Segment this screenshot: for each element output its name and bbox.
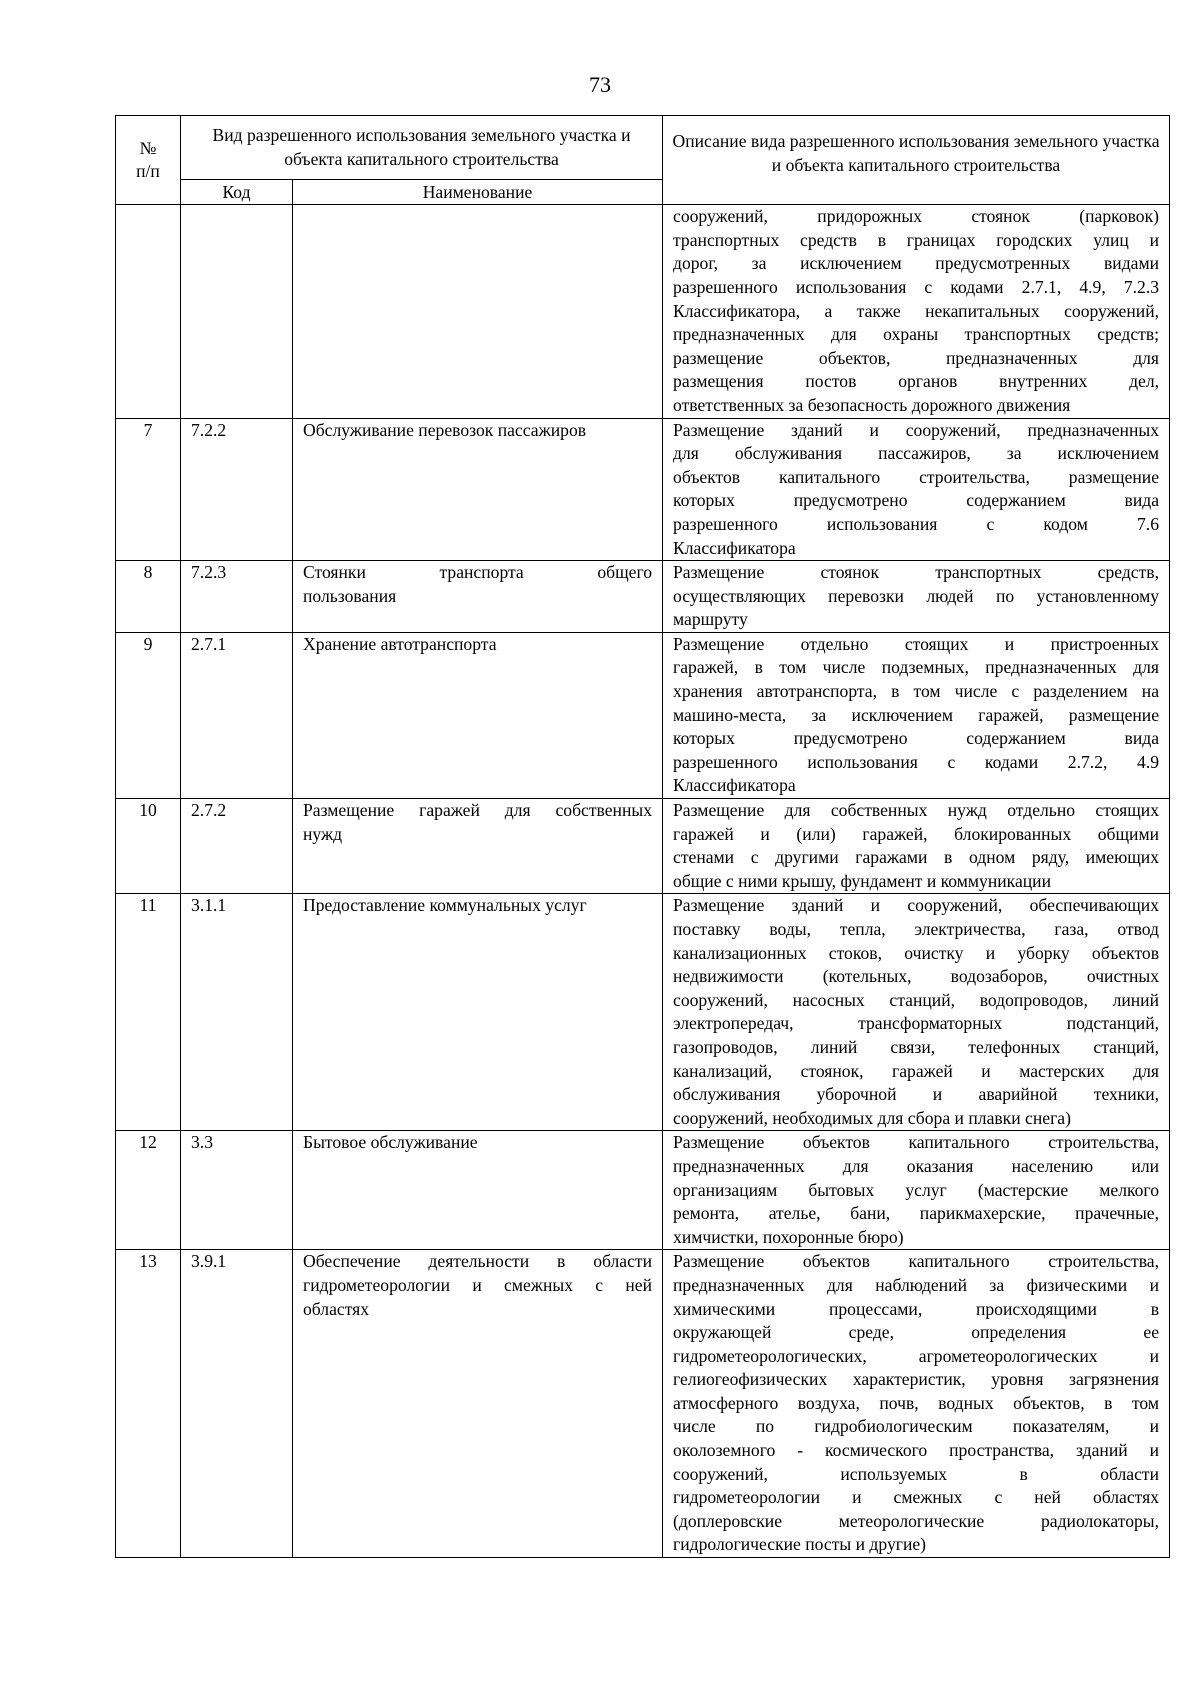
row-description-line: сооружений, насосных станций, водопроводов, линий bbox=[673, 989, 1160, 1010]
row-name-line: Стоянки транспорта общего bbox=[303, 562, 653, 583]
row-description-line: химическими процессами, происходящими в bbox=[673, 1298, 1160, 1319]
land-use-table bbox=[115, 115, 1170, 1558]
row-description bbox=[663, 894, 1170, 1131]
row-name-line: Обеспечение деятельности в области bbox=[303, 1251, 653, 1272]
row-description-line: разрешенного использования с кодами 2.7.1, 4.9, 7.2.3 bbox=[673, 276, 1160, 297]
row-description-line: числе по гидробиологическим показателям, и bbox=[673, 1416, 1160, 1437]
row-name bbox=[293, 632, 663, 798]
row-description-line: (доплеровские метеорологические радиолокаторы, bbox=[673, 1510, 1160, 1531]
row-name bbox=[293, 1250, 663, 1558]
table-row bbox=[116, 205, 1170, 418]
row-code: 3.3 bbox=[181, 1131, 293, 1250]
row-description-line: гаражей и (или) гаражей, блокированных общими bbox=[673, 823, 1160, 844]
row-description-line: гаражей, в том числе подземных, предназначенных для bbox=[673, 657, 1160, 678]
row-description-line: химчистки, похоронные бюро) bbox=[673, 1226, 904, 1247]
row-number: 7 bbox=[116, 418, 181, 561]
row-description-line: разрешенного использования с кодом 7.6 bbox=[673, 513, 1160, 534]
table-row bbox=[116, 894, 1170, 1131]
table-row bbox=[116, 561, 1170, 633]
row-description-line: атмосферного воздуха, почв, водных объектов, в том bbox=[673, 1392, 1160, 1413]
header-description-label: Описание вида разрешенного использования земельного участка и объекта капитального строительства bbox=[672, 131, 1160, 175]
page-number: 73 bbox=[589, 72, 611, 97]
row-description-line: сооружений, используемых в области bbox=[673, 1463, 1160, 1484]
row-description-line: Размещение зданий и сооружений, предназначенных bbox=[673, 419, 1160, 440]
row-name bbox=[293, 1131, 663, 1250]
row-description-line: окружающей среде, определения ее bbox=[673, 1322, 1160, 1343]
table-row bbox=[116, 632, 1170, 798]
row-description-line: Классификатора bbox=[673, 775, 796, 796]
row-code: 2.7.2 bbox=[181, 799, 293, 894]
row-description bbox=[663, 799, 1170, 894]
row-code: 7.2.2 bbox=[181, 418, 293, 561]
row-description-line: дорог, за исключением предусмотренных видами bbox=[673, 253, 1160, 274]
table-row bbox=[116, 1131, 1170, 1250]
row-description-line: Размещение зданий и сооружений, обеспечивающих bbox=[673, 895, 1160, 916]
header-code-label: Код bbox=[222, 182, 251, 203]
row-number: 8 bbox=[116, 561, 181, 633]
row-name bbox=[293, 561, 663, 633]
row-name-line: пользования bbox=[303, 585, 397, 606]
row-description-line: Размещение стоянок транспортных средств, bbox=[673, 562, 1160, 583]
row-description-line: которых предусмотрено содержанием вида bbox=[673, 728, 1160, 749]
row-description-line: канализаций, стоянок, гаражей и мастерских для bbox=[673, 1060, 1160, 1081]
table-row bbox=[116, 418, 1170, 561]
header-code bbox=[181, 180, 293, 205]
row-description-line: околоземного - космического пространства, зданий и bbox=[673, 1440, 1160, 1461]
row-description bbox=[663, 632, 1170, 798]
row-name-line: Размещение гаражей для собственных bbox=[303, 800, 653, 821]
row-name-line: Предоставление коммунальных услуг bbox=[303, 895, 587, 916]
row-description-line: Размещение для собственных нужд отдельно стоящих bbox=[673, 800, 1160, 821]
row-description-line: размещение объектов, предназначенных для bbox=[673, 347, 1160, 368]
row-description-line: для обслуживания пассажиров, за исключением bbox=[673, 443, 1160, 464]
header-type-label: Вид разрешенного использования земельного участка и объекта капитального строительства bbox=[212, 125, 631, 169]
row-description-line: хранения автотранспорта, в том числе с разделением на bbox=[673, 681, 1160, 702]
row-number: 13 bbox=[116, 1250, 181, 1558]
row-number: 10 bbox=[116, 799, 181, 894]
row-description-line: Размещение объектов капитального строительства, bbox=[673, 1132, 1160, 1153]
table-row bbox=[116, 1250, 1170, 1558]
row-name-line: Обслуживание перевозок пассажиров bbox=[303, 419, 587, 440]
row-description-line: разрешенного использования с кодами 2.7.2, 4.9 bbox=[673, 751, 1160, 772]
row-description bbox=[663, 1131, 1170, 1250]
row-description-line: ответственных за безопасность дорожного движения bbox=[673, 394, 1071, 415]
row-description-line: газопроводов, линий связи, телефонных станций, bbox=[673, 1036, 1160, 1057]
row-name-line: областях bbox=[303, 1298, 370, 1319]
row-description-line: Классификатора, а также некапитальных сооружений, bbox=[673, 300, 1160, 321]
row-description-line: размещения постов органов внутренних дел, bbox=[673, 371, 1160, 392]
row-description-line: предназначенных для охраны транспортных средств; bbox=[673, 324, 1160, 345]
row-description bbox=[663, 561, 1170, 633]
row-description-line: канализационных стоков, очистку и уборку объектов bbox=[673, 942, 1160, 963]
header-name bbox=[293, 180, 663, 205]
row-description-line: обслуживания уборочной и аварийной техники, bbox=[673, 1084, 1160, 1105]
row-description-line: организациям бытовых услуг (мастерские мелкого bbox=[673, 1179, 1160, 1200]
row-description-line: гидрометеорологии и смежных с ней областях bbox=[673, 1487, 1160, 1508]
row-description-line: Классификатора bbox=[673, 537, 796, 558]
row-name-line: Бытовое обслуживание bbox=[303, 1132, 478, 1153]
header-type bbox=[181, 116, 663, 180]
row-description-line: транспортных средств в границах городских улиц и bbox=[673, 229, 1160, 250]
row-description-line: машино-места, за исключением гаражей, размещение bbox=[673, 704, 1160, 725]
row-name-line: гидрометеорологии и смежных с ней bbox=[303, 1274, 653, 1295]
row-description bbox=[663, 205, 1170, 418]
row-description-line: Размещение отдельно стоящих и пристроенных bbox=[673, 633, 1160, 654]
row-description-line: предназначенных для оказания населению или bbox=[673, 1155, 1160, 1176]
table-body bbox=[116, 205, 1170, 1558]
row-name bbox=[293, 205, 663, 418]
row-description bbox=[663, 418, 1170, 561]
row-name bbox=[293, 418, 663, 561]
row-code bbox=[181, 205, 293, 418]
row-number: 11 bbox=[116, 894, 181, 1131]
row-description-line: Размещение объектов капитального строительства, bbox=[673, 1251, 1160, 1272]
row-code: 3.9.1 bbox=[181, 1250, 293, 1558]
row-name bbox=[293, 799, 663, 894]
row-description-line: стенами с другими гаражами в одном ряду, имеющих bbox=[673, 847, 1160, 868]
row-description-line: гидрометеорологических, агрометеорологических и bbox=[673, 1345, 1160, 1366]
header-description bbox=[663, 116, 1170, 205]
table-row bbox=[116, 799, 1170, 894]
row-description-line: гидрологические посты и другие) bbox=[673, 1534, 927, 1555]
row-number bbox=[116, 205, 181, 418]
row-description-line: сооружений, необходимых для сбора и плавки снега) bbox=[673, 1107, 1071, 1128]
row-code: 3.1.1 bbox=[181, 894, 293, 1131]
header-num bbox=[116, 116, 181, 205]
row-description-line: осуществляющих перевозки людей по установленному bbox=[673, 585, 1160, 606]
row-description-line: объектов капитального строительства, размещение bbox=[673, 466, 1160, 487]
row-description-line: предназначенных для наблюдений за физическими и bbox=[673, 1274, 1160, 1295]
row-code: 2.7.1 bbox=[181, 632, 293, 798]
row-name-line: нужд bbox=[303, 823, 343, 844]
row-description-line: гелиогеофизических характеристик, уровня загрязнения bbox=[673, 1369, 1160, 1390]
row-description-line: которых предусмотрено содержанием вида bbox=[673, 490, 1160, 511]
row-description-line: электропередач, трансформаторных подстанций, bbox=[673, 1013, 1160, 1034]
row-description-line: недвижимости (котельных, водозаборов, очистных bbox=[673, 966, 1160, 987]
table-header bbox=[116, 116, 1170, 205]
row-name-line: Хранение автотранспорта bbox=[303, 633, 497, 654]
row-description bbox=[663, 1250, 1170, 1558]
row-number: 9 bbox=[116, 632, 181, 798]
row-description-line: поставку воды, тепла, электричества, газа, отвод bbox=[673, 919, 1160, 939]
header-num-label: № п/п bbox=[136, 137, 160, 182]
row-number: 12 bbox=[116, 1131, 181, 1250]
row-description-line: ремонта, ателье, бани, парикмахерские, прачечные, bbox=[673, 1203, 1160, 1224]
row-name bbox=[293, 894, 663, 1131]
header-name-label: Наименование bbox=[422, 182, 533, 203]
row-description-line: общие с ними крышу, фундамент и коммуникации bbox=[673, 870, 1052, 891]
row-description-line: сооружений, придорожных стоянок (парковок) bbox=[673, 206, 1160, 227]
row-description-line: маршруту bbox=[673, 609, 748, 630]
row-code: 7.2.3 bbox=[181, 561, 293, 633]
